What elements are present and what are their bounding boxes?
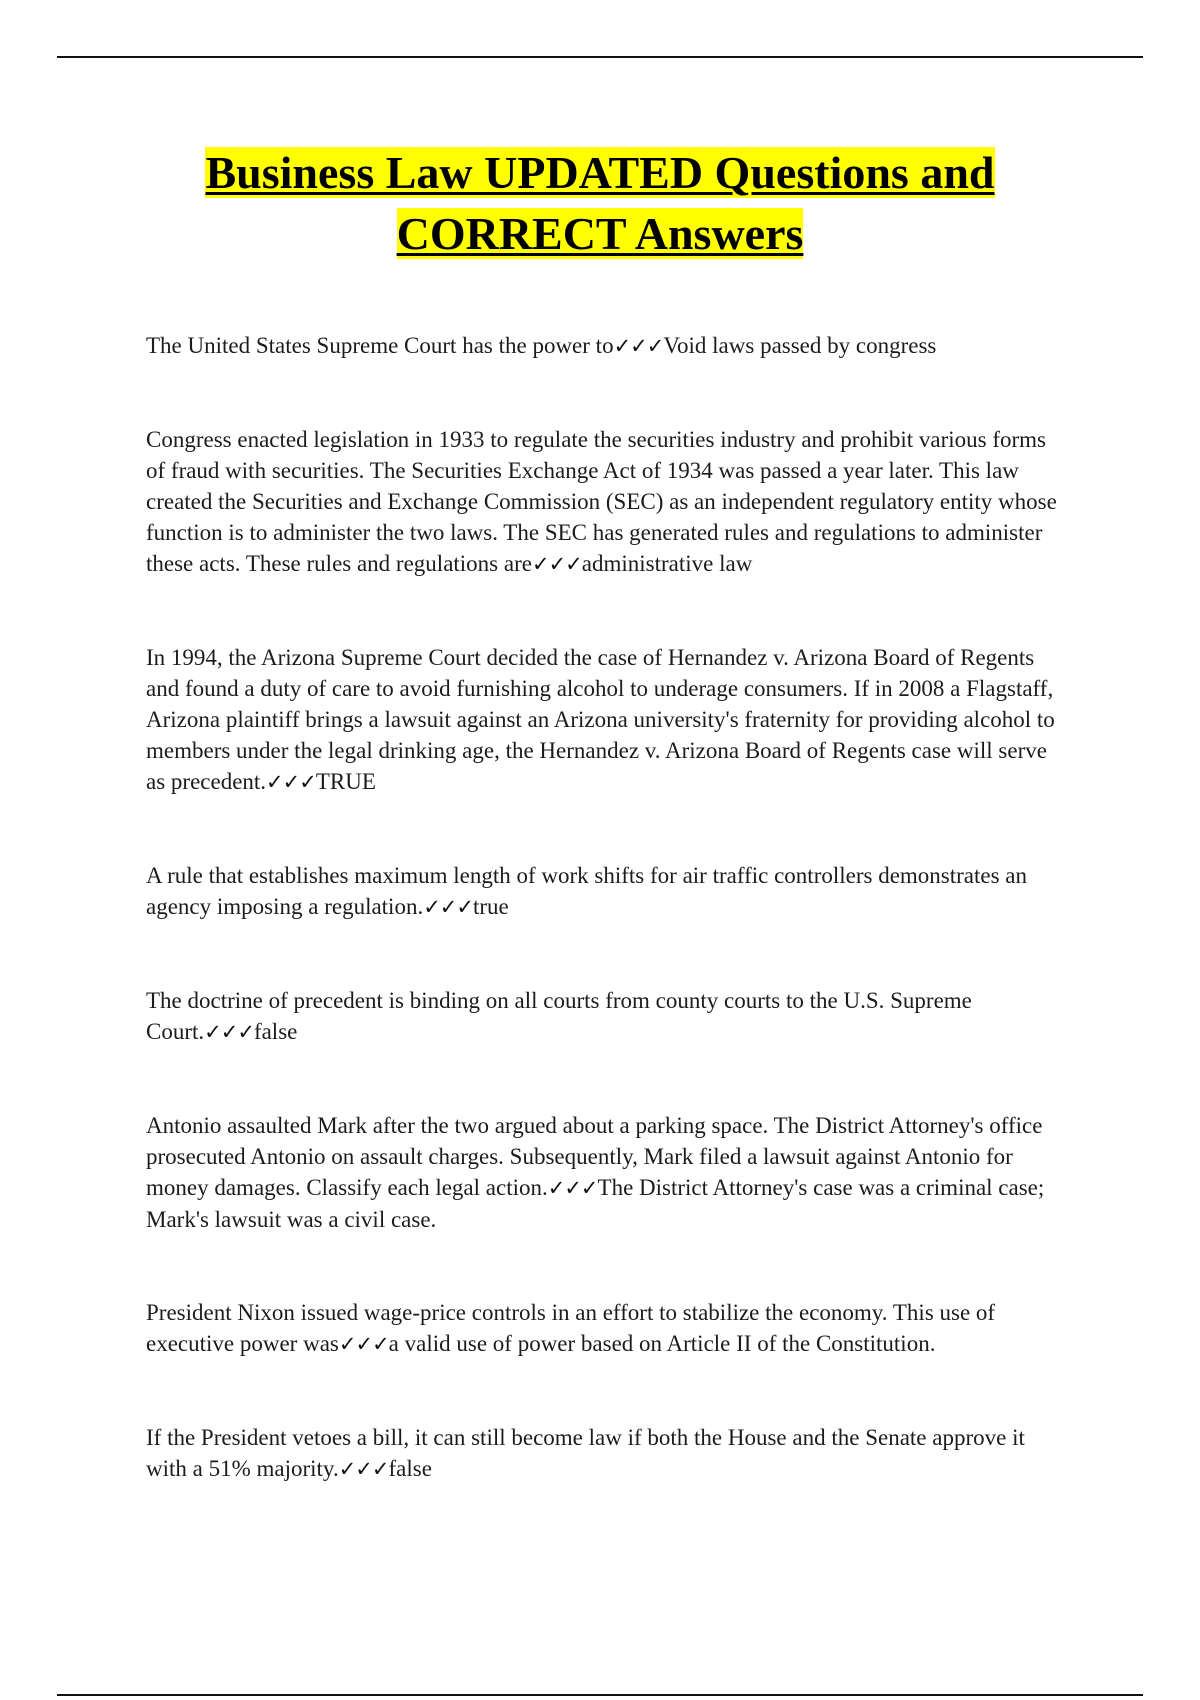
document-title: Business Law UPDATED Questions and CORRECT Answers [205, 147, 995, 259]
check-marks-icon: ✓✓✓ [266, 770, 316, 794]
bottom-divider [57, 1694, 1143, 1696]
check-marks-icon: ✓✓✓ [547, 1176, 598, 1200]
answer-text: The District Attorney's case was a criminal case; Mark's lawsuit was a civil case. [146, 1175, 1045, 1232]
answer-text: a valid use of power based on Article II of the Constitution. [388, 1331, 936, 1356]
question-text: In 1994, the Arizona Supreme Court decided the case of Hernandez v. Arizona Board of Regents and found a duty of care to avoid furnishing alcohol to underage consumers. If in 2008 a Flagstaff, Arizona plaintiff brings a lawsuit against an Arizona university's fraternity for providing alcohol to members under the legal drinking age, the Hernandez v. Arizona Board of Regents case will serve as precedent. [146, 645, 1055, 794]
document-header [100, 142, 1100, 264]
question-text: A rule that establishes maximum length of work shifts for air traffic controllers demonstrates an agency imposing a regulation. [146, 863, 1028, 919]
question-text: The United States Supreme Court has the power to [146, 333, 614, 358]
check-marks-icon: ✓✓✓ [423, 895, 473, 919]
check-marks-icon: ✓✓✓ [613, 334, 664, 358]
top-divider [57, 56, 1143, 58]
check-marks-icon: ✓✓✓ [338, 1332, 389, 1356]
answer-text: administrative law [581, 551, 753, 576]
qa-item [146, 330, 1061, 362]
answer-text: true [473, 894, 509, 919]
question-text: The doctrine of precedent is binding on all courts from county courts to the U.S. Supreme Court. [146, 988, 972, 1044]
qa-item [146, 1110, 1061, 1235]
question-text: If the President vetoes a bill, it can still become law if both the House and the Senate approve it with a 51% majority. [146, 1425, 1025, 1481]
check-marks-icon: ✓✓✓ [531, 552, 582, 576]
answer-text: false [388, 1456, 432, 1481]
qa-item [146, 1297, 1061, 1360]
qa-item [146, 985, 1061, 1048]
check-marks-icon: ✓✓✓ [204, 1020, 254, 1044]
qa-list [146, 330, 1061, 1547]
qa-item [146, 424, 1061, 580]
answer-text: TRUE [315, 769, 376, 794]
answer-text: Void laws passed by congress [663, 333, 937, 358]
answer-text: false [253, 1019, 298, 1044]
qa-item [146, 860, 1061, 923]
question-text: President Nixon issued wage-price controls in an effort to stabilize the economy. This use of executive power was [146, 1300, 996, 1356]
qa-item [146, 642, 1061, 798]
check-marks-icon: ✓✓✓ [338, 1457, 389, 1481]
qa-item [146, 1422, 1061, 1485]
question-text: Congress enacted legislation in 1933 to regulate the securities industry and prohibit various forms of fraud with securities. The Securities Exchange Act of 1934 was passed a year later. This law created the Securities and Exchange Commission (SEC) as an independent regulatory entity whose function is to administer the two laws. The SEC has generated rules and regulations to administer these acts. These rules and regulations are [146, 427, 1057, 576]
question-text: Antonio assaulted Mark after the two argued about a parking space. The District Attorney's office prosecuted Antonio on assault charges. Subsequently, Mark filed a lawsuit against Antonio for money damages. Classify each legal action. [146, 1113, 1043, 1200]
